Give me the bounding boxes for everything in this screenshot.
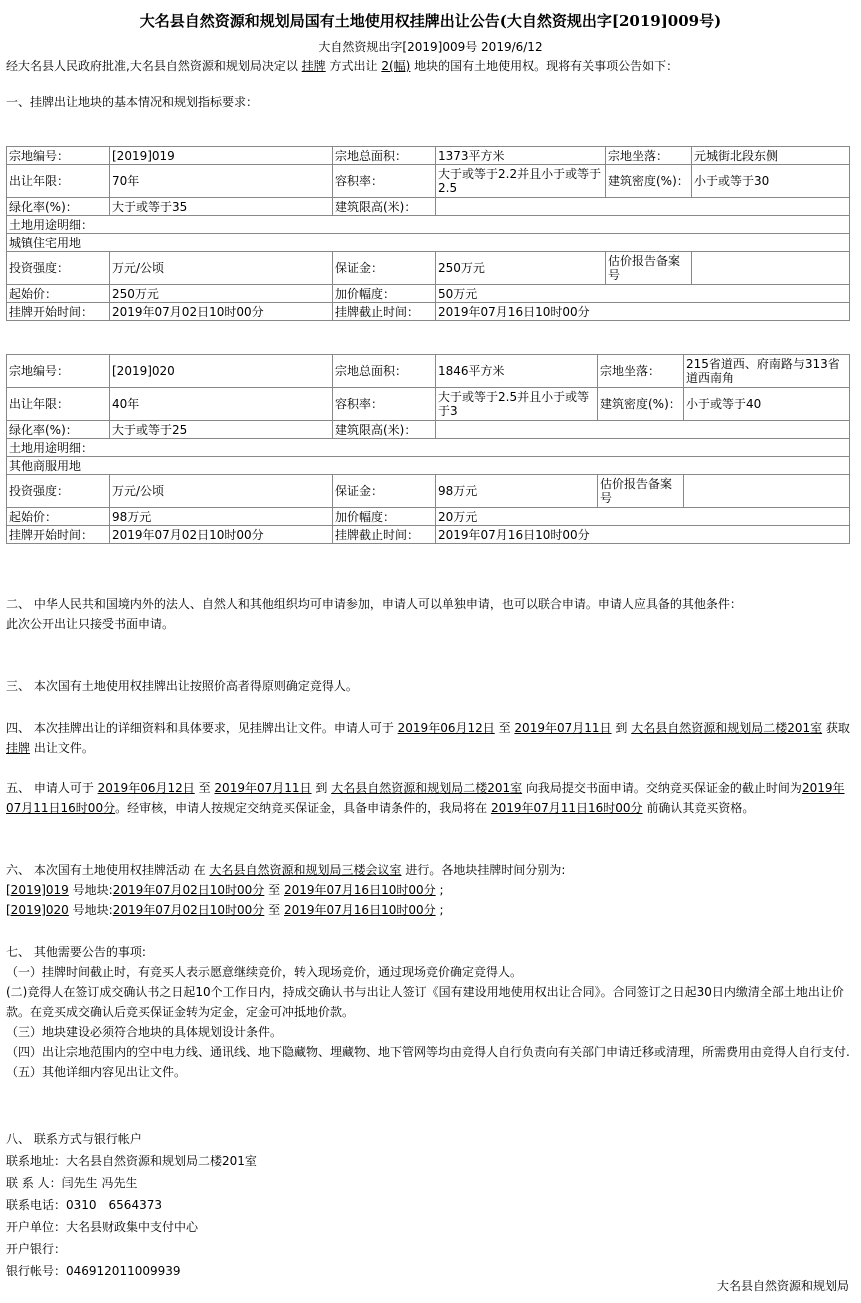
value-area: 1846平方米 — [436, 355, 598, 388]
label-invest: 投资强度： — [7, 252, 110, 285]
value-appraisal — [684, 475, 850, 508]
table-row — [7, 508, 850, 526]
schedule-label: 号地块: — [72, 883, 113, 897]
label-increment: 加价幅度： — [333, 285, 436, 303]
label-use-detail: 土地用途明细： — [7, 216, 850, 234]
value-green: 大于或等于25 — [110, 421, 333, 439]
section-4-text: 四、 本次挂牌出让的详细资料和具体要求，见挂牌出让文件。申请人可于 — [6, 721, 394, 735]
section-2-note: 此次公开出让只接受书面申请。 — [6, 617, 175, 631]
schedule-end: 2019年07月16日10时00分 — [283, 903, 436, 917]
label-appraisal: 估价报告备案号 — [606, 252, 692, 285]
label-density: 建筑密度(%)： — [606, 165, 692, 198]
schedule-start: 2019年07月02日10时00分 — [112, 903, 265, 917]
list-item — [6, 880, 851, 900]
section-2 — [6, 594, 851, 634]
label-invest: 投资强度： — [7, 475, 110, 508]
label-height: 建筑限高(米)： — [333, 198, 436, 216]
section-4-date-end: 2019年07月11日 — [514, 721, 612, 735]
table-row — [7, 285, 850, 303]
value-deposit: 98万元 — [436, 475, 598, 508]
value-start-price: 250万元 — [110, 285, 333, 303]
section-7-heading: 七、 其他需要公告的事项: — [6, 945, 146, 959]
contact-person: 联 系 人：闫先生 冯先生 — [6, 1176, 138, 1190]
section-7 — [6, 942, 851, 1082]
table-row — [7, 526, 850, 544]
label-start-time: 挂牌开始时间： — [7, 526, 110, 544]
list-item: （五）其他详细内容见出让文件。 — [6, 1065, 187, 1079]
value-location: 元城街北段东侧 — [692, 147, 850, 165]
section1-heading: 一、挂牌出让地块的基本情况和规划指标要求： — [6, 95, 259, 109]
value-density: 小于或等于40 — [684, 388, 850, 421]
label-far: 容积率： — [333, 165, 436, 198]
value-increment: 20万元 — [436, 508, 850, 526]
section-5-at: 到 — [315, 781, 328, 795]
section-4-date-start: 2019年06月12日 — [397, 721, 495, 735]
section-5-deadline-label: 向我局提交书面申请。交纳竞买保证金的截止时间为 — [525, 781, 802, 795]
table-row — [7, 303, 850, 321]
value-use: 城镇住宅用地 — [7, 234, 850, 252]
value-use: 其他商服用地 — [7, 457, 850, 475]
section-4-at: 到 — [615, 721, 628, 735]
value-invest: 万元/公顷 — [110, 475, 333, 508]
account-number: 银行帐号：046912011009939 — [6, 1264, 181, 1278]
section-5-place: 大名县自然资源和规划局二楼201室 — [331, 781, 523, 795]
label-term: 出让年限： — [7, 165, 110, 198]
section-6-place: 大名县自然资源和规划局三楼会议室 — [209, 863, 402, 877]
value-code: [2019]020 — [110, 355, 333, 388]
list-item — [6, 900, 851, 920]
label-start-time: 挂牌开始时间： — [7, 303, 110, 321]
contact-address: 联系地址：大名县自然资源和规划局二楼201室 — [6, 1154, 257, 1168]
label-area: 宗地总面积： — [333, 147, 436, 165]
table-row — [7, 421, 850, 439]
section-5-review: 。经审核，申请人按规定交纳竞买保证金，具备申请条件的，我局将在 — [115, 801, 488, 815]
schedule-start: 2019年07月02日10时00分 — [112, 883, 265, 897]
section-4-method: 挂牌 — [6, 741, 31, 755]
table-row — [7, 198, 850, 216]
label-appraisal: 估价报告备案号 — [598, 475, 684, 508]
value-term: 70年 — [110, 165, 333, 198]
schedule-to: 至 — [268, 883, 281, 897]
section-5-confirm: 前确认其竞买资格。 — [646, 801, 755, 815]
label-code: 宗地编号： — [7, 147, 110, 165]
value-height — [436, 421, 850, 439]
label-green: 绿化率(%)： — [7, 198, 110, 216]
value-start-price: 98万元 — [110, 508, 333, 526]
value-location: 215省道西、府南路与313省道西南角 — [684, 355, 850, 388]
value-far: 大于或等于2.5并且小于或等于3 — [436, 388, 598, 421]
label-start-price: 起始价： — [7, 285, 110, 303]
label-use-detail: 土地用途明细： — [7, 439, 850, 457]
intro-count: 2(幅) — [381, 59, 411, 73]
section-2-text: 二、 中华人民共和国境内外的法人、自然人和其他组织均可申请参加，申请人可以单独申请，也可以联合申请。申请人应具备的其他条件： — [6, 597, 742, 611]
schedule-code: [2019]020 — [6, 903, 69, 917]
value-code: [2019]019 — [110, 147, 333, 165]
value-height — [436, 198, 850, 216]
table-row — [7, 147, 850, 165]
table-row — [7, 234, 850, 252]
section-4-place: 大名县自然资源和规划局二楼201室 — [631, 721, 823, 735]
page-subtitle: 大自然资规出字[2019]009号 2019/6/12 — [318, 40, 543, 54]
label-area: 宗地总面积： — [333, 355, 436, 388]
value-end-time: 2019年07月16日10时00分 — [436, 526, 850, 544]
section-6-text-2: 进行。各地块挂牌时间分别为: — [405, 863, 566, 877]
section-4 — [6, 718, 851, 758]
parcel-table-1 — [6, 146, 850, 321]
value-end-time: 2019年07月16日10时00分 — [436, 303, 850, 321]
section-3-text: 三、 本次国有土地使用权挂牌出让按照价高者得原则确定竞得人。 — [6, 679, 358, 693]
table-row — [7, 355, 850, 388]
section-5-confirm-date: 2019年07月11日16时00分 — [490, 801, 643, 815]
label-height: 建筑限高(米)： — [333, 421, 436, 439]
value-term: 40年 — [110, 388, 333, 421]
value-appraisal — [692, 252, 850, 285]
value-invest: 万元/公顷 — [110, 252, 333, 285]
parcel-table-2 — [6, 354, 850, 544]
schedule-to: 至 — [268, 903, 281, 917]
section-3 — [6, 676, 851, 696]
label-far: 容积率： — [333, 388, 436, 421]
table-row — [7, 457, 850, 475]
list-item: （三）地块建设必须符合地块的具体规划设计条件。 — [6, 1025, 283, 1039]
label-code: 宗地编号： — [7, 355, 110, 388]
label-term: 出让年限： — [7, 388, 110, 421]
list-item: (二)竞得人在签订成交确认书之日起10个工作日内，持成交确认书与出让人签订《国有建设用地使用权出让合同》。合同签订之日起30日内缴清全部土地出让价款。在竞买成交确认后竞买保证金转为定金，定金可冲抵地价款。 — [6, 985, 844, 1019]
value-far: 大于或等于2.2并且小于或等于2.5 — [436, 165, 606, 198]
value-density: 小于或等于30 — [692, 165, 850, 198]
value-deposit: 250万元 — [436, 252, 606, 285]
section-5 — [6, 778, 851, 818]
label-end-time: 挂牌截止时间： — [333, 526, 436, 544]
schedule-tail: ; — [439, 903, 444, 917]
value-increment: 50万元 — [436, 285, 850, 303]
account-holder: 开户单位：大名县财政集中支付中心 — [6, 1220, 199, 1234]
label-green: 绿化率(%)： — [7, 421, 110, 439]
list-item: （四）出让宗地范围内的空中电力线、通讯线、地下隐藏物、埋藏物、地下管网等均由竞得人自行负责向有关部门申请迁移或清理，所需费用由竞得人自行支付. — [6, 1045, 850, 1059]
value-start-time: 2019年07月02日10时00分 — [110, 526, 333, 544]
section-6-text: 六、 本次国有土地使用权挂牌活动 在 — [6, 863, 206, 877]
contact-phone: 联系电话：0310 6564373 — [6, 1198, 162, 1212]
value-green: 大于或等于35 — [110, 198, 333, 216]
table-row — [7, 388, 850, 421]
schedule-end: 2019年07月16日10时00分 — [283, 883, 436, 897]
section-5-date-end: 2019年07月11日 — [214, 781, 312, 795]
intro-pre: 经大名县人民政府批准,大名县自然资源和规划局决定以 — [6, 59, 298, 73]
label-density: 建筑密度(%)： — [598, 388, 684, 421]
value-area: 1373平方米 — [436, 147, 606, 165]
section-5-to: 至 — [198, 781, 211, 795]
section-8 — [6, 1128, 851, 1282]
value-start-time: 2019年07月02日10时00分 — [110, 303, 333, 321]
section-5-text: 五、 申请人可于 — [6, 781, 94, 795]
label-start-price: 起始价： — [7, 508, 110, 526]
section-4-doc: 出让文件。 — [33, 741, 94, 755]
label-deposit: 保证金： — [333, 475, 436, 508]
account-bank: 开户银行： — [6, 1242, 67, 1256]
table-row — [7, 252, 850, 285]
section-6 — [6, 860, 851, 920]
section-4-get: 获取 — [825, 721, 850, 735]
intro-mid: 方式出让 — [329, 59, 378, 73]
schedule-code: [2019]019 — [6, 883, 69, 897]
intro-paragraph — [0, 56, 861, 76]
label-increment: 加价幅度： — [333, 508, 436, 526]
schedule-label: 号地块: — [72, 903, 113, 917]
label-deposit: 保证金： — [333, 252, 436, 285]
intro-method: 挂牌 — [301, 59, 326, 73]
table-row — [7, 475, 850, 508]
label-end-time: 挂牌截止时间： — [333, 303, 436, 321]
section-5-deposit-deadline: 2019年07月11日16时00分 — [6, 781, 845, 815]
label-location: 宗地坐落： — [606, 147, 692, 165]
table-row — [7, 439, 850, 457]
page-title: 大名县自然资源和规划局国有土地使用权挂牌出让公告(大自然资规出字[2019]009号) — [139, 12, 722, 30]
issuer-signature: 大名县自然资源和规划局 — [716, 1279, 849, 1293]
section-5-date-start: 2019年06月12日 — [97, 781, 195, 795]
schedule-tail: ; — [439, 883, 444, 897]
list-item: （一）挂牌时间截止时，有竞买人表示愿意继续竞价，转入现场竞价，通过现场竞价确定竞得人。 — [6, 965, 523, 979]
section-4-to: 至 — [498, 721, 511, 735]
label-location: 宗地坐落： — [598, 355, 684, 388]
intro-post: 地块的国有土地使用权。现将有关事项公告如下： — [414, 59, 679, 73]
section-8-heading: 八、 联系方式与银行帐户 — [6, 1132, 142, 1146]
table-row — [7, 165, 850, 198]
table-row — [7, 216, 850, 234]
